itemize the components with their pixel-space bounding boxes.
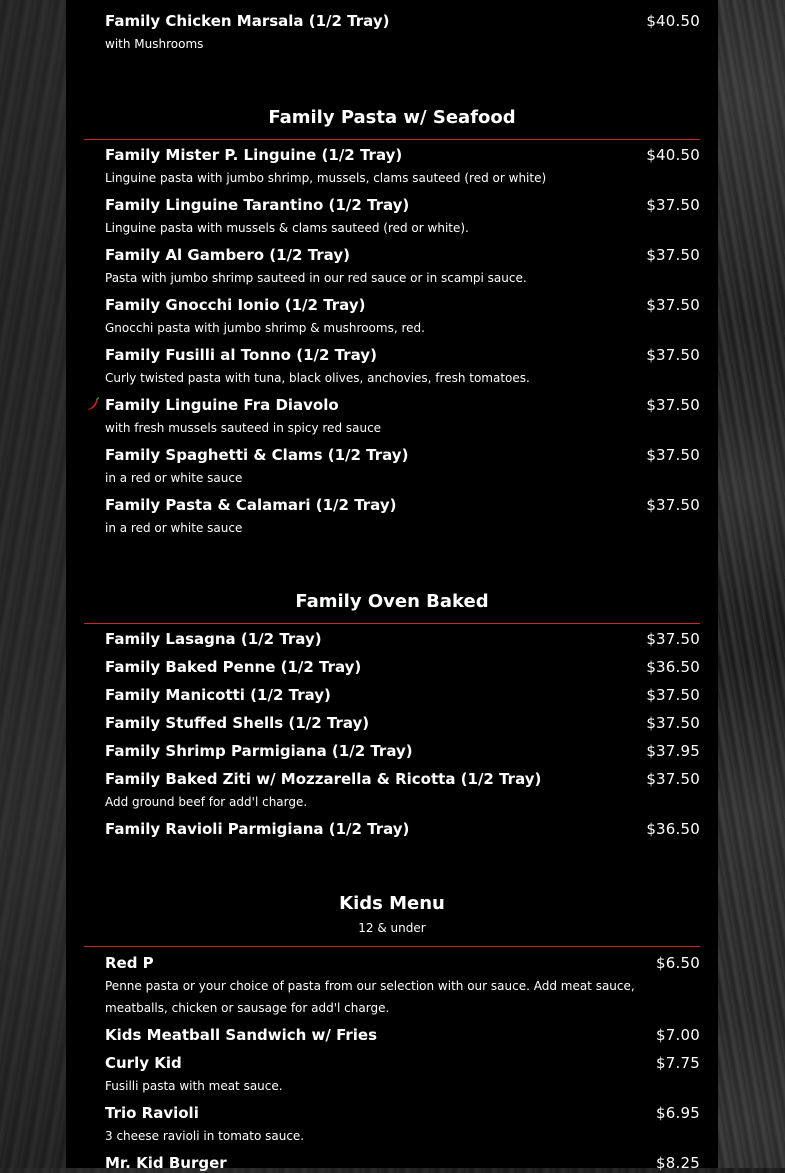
item-name: Family Linguine Tarantino (1/2 Tray): [105, 196, 410, 214]
item-name: Family Pasta & Calamari (1/2 Tray): [105, 496, 397, 514]
item-price: $37.50: [646, 770, 700, 788]
item-price: $7.00: [656, 1026, 700, 1044]
item-name: Family Shrimp Parmigiana (1/2 Tray): [105, 742, 413, 760]
item-name: Family Al Gambero (1/2 Tray): [105, 246, 350, 264]
item-name: Family Linguine Fra Diavolo: [105, 396, 339, 414]
item-name: Family Chicken Marsala (1/2 Tray): [105, 12, 390, 30]
item-name: Family Gnocchi Ionio (1/2 Tray): [105, 296, 366, 314]
item-name: Trio Ravioli: [105, 1104, 199, 1122]
menu-item[interactable]: [105, 395, 700, 439]
item-name: Mr. Kid Burger: [105, 1154, 227, 1172]
item-name: Family Ravioli Parmigiana (1/2 Tray): [105, 820, 410, 838]
menu-item[interactable]: [105, 1025, 700, 1045]
section-title-kids-menu: Kids Menu: [339, 893, 445, 914]
item-price: $37.50: [646, 446, 700, 464]
menu-item[interactable]: [105, 953, 700, 1019]
menu-item[interactable]: [105, 295, 700, 339]
item-name: Curly Kid: [105, 1054, 182, 1072]
item-description: in a red or white sauce: [105, 471, 243, 485]
item-price: $6.95: [656, 1104, 700, 1122]
item-description: Linguine pasta with jumbo shrimp, mussels, clams sauteed (red or white): [105, 171, 547, 185]
menu-item[interactable]: [105, 629, 700, 649]
section-divider: [84, 946, 700, 947]
item-price: $37.50: [646, 346, 700, 364]
menu-item[interactable]: [105, 11, 700, 55]
menu-item[interactable]: [105, 1053, 700, 1097]
item-description: in a red or white sauce: [105, 521, 243, 535]
item-name: Family Fusilli al Tonno (1/2 Tray): [105, 346, 377, 364]
chili-pepper-icon: [84, 396, 100, 412]
item-name: Kids Meatball Sandwich w/ Fries: [105, 1026, 378, 1044]
menu-item[interactable]: [105, 445, 700, 489]
item-name: Red P: [105, 954, 154, 972]
item-name: Family Stuffed Shells (1/2 Tray): [105, 714, 370, 732]
section-subtitle: 12 & under: [358, 921, 426, 935]
background-texture-right: [718, 0, 785, 1168]
menu-item[interactable]: [105, 819, 700, 839]
menu-item[interactable]: [105, 769, 700, 813]
menu-item[interactable]: [105, 245, 700, 289]
section-title-seafood: Family Pasta w/ Seafood: [268, 107, 516, 128]
item-price: $6.50: [656, 954, 700, 972]
item-price: $7.75: [656, 1054, 700, 1072]
menu-item[interactable]: [105, 657, 700, 677]
item-price: $37.50: [646, 396, 700, 414]
item-price: $37.50: [646, 496, 700, 514]
item-price: $36.50: [646, 820, 700, 838]
item-price: $37.95: [646, 742, 700, 760]
item-price: $37.50: [646, 630, 700, 648]
menu-item[interactable]: [105, 145, 700, 189]
item-description: with fresh mussels sauteed in spicy red sauce: [105, 421, 382, 435]
item-name: Family Mister P. Linguine (1/2 Tray): [105, 146, 403, 164]
item-name: Family Manicotti (1/2 Tray): [105, 686, 331, 704]
item-name: Family Spaghetti & Clams (1/2 Tray): [105, 446, 409, 464]
item-price: $37.50: [646, 686, 700, 704]
menu-item[interactable]: [105, 1153, 700, 1173]
item-description: 3 cheese ravioli in tomato sauce.: [105, 1129, 305, 1143]
item-description: Curly twisted pasta with tuna, black olives, anchovies, fresh tomatoes.: [105, 371, 530, 385]
section-title-oven-baked: Family Oven Baked: [295, 591, 489, 612]
menu-item[interactable]: [105, 741, 700, 761]
menu-item[interactable]: [105, 495, 700, 539]
item-price: $37.50: [646, 246, 700, 264]
menu-item[interactable]: [105, 685, 700, 705]
item-price: $37.50: [646, 714, 700, 732]
item-price: $40.50: [646, 146, 700, 164]
item-price: $37.50: [646, 196, 700, 214]
item-description: Pasta with jumbo shrimp sauteed in our red sauce or in scampi sauce.: [105, 271, 527, 285]
menu-item[interactable]: [105, 195, 700, 239]
item-description: Linguine pasta with mussels & clams sauteed (red or white).: [105, 221, 469, 235]
item-description: with Mushrooms: [105, 37, 204, 51]
item-description: Fusilli pasta with meat sauce.: [105, 1079, 283, 1093]
section-divider: [84, 623, 700, 624]
item-description: Penne pasta or your choice of pasta from our selection with our sauce. Add meat sauce, meatballs, chicken or sausage for add'l charge.: [105, 979, 635, 1015]
section-divider: [84, 139, 700, 140]
menu-item[interactable]: [105, 345, 700, 389]
item-name: Family Lasagna (1/2 Tray): [105, 630, 322, 648]
item-price: $37.50: [646, 296, 700, 314]
menu-item[interactable]: [105, 1103, 700, 1147]
item-description: Gnocchi pasta with jumbo shrimp & mushrooms, red.: [105, 321, 425, 335]
item-name: Family Baked Penne (1/2 Tray): [105, 658, 362, 676]
item-description: Add ground beef for add'l charge.: [105, 795, 308, 809]
item-price: $36.50: [646, 658, 700, 676]
item-price: $8.25: [656, 1154, 700, 1172]
menu-item[interactable]: [105, 713, 700, 733]
item-name: Family Baked Ziti w/ Mozzarella & Ricotta (1/2 Tray): [105, 770, 542, 788]
item-price: $40.50: [646, 12, 700, 30]
